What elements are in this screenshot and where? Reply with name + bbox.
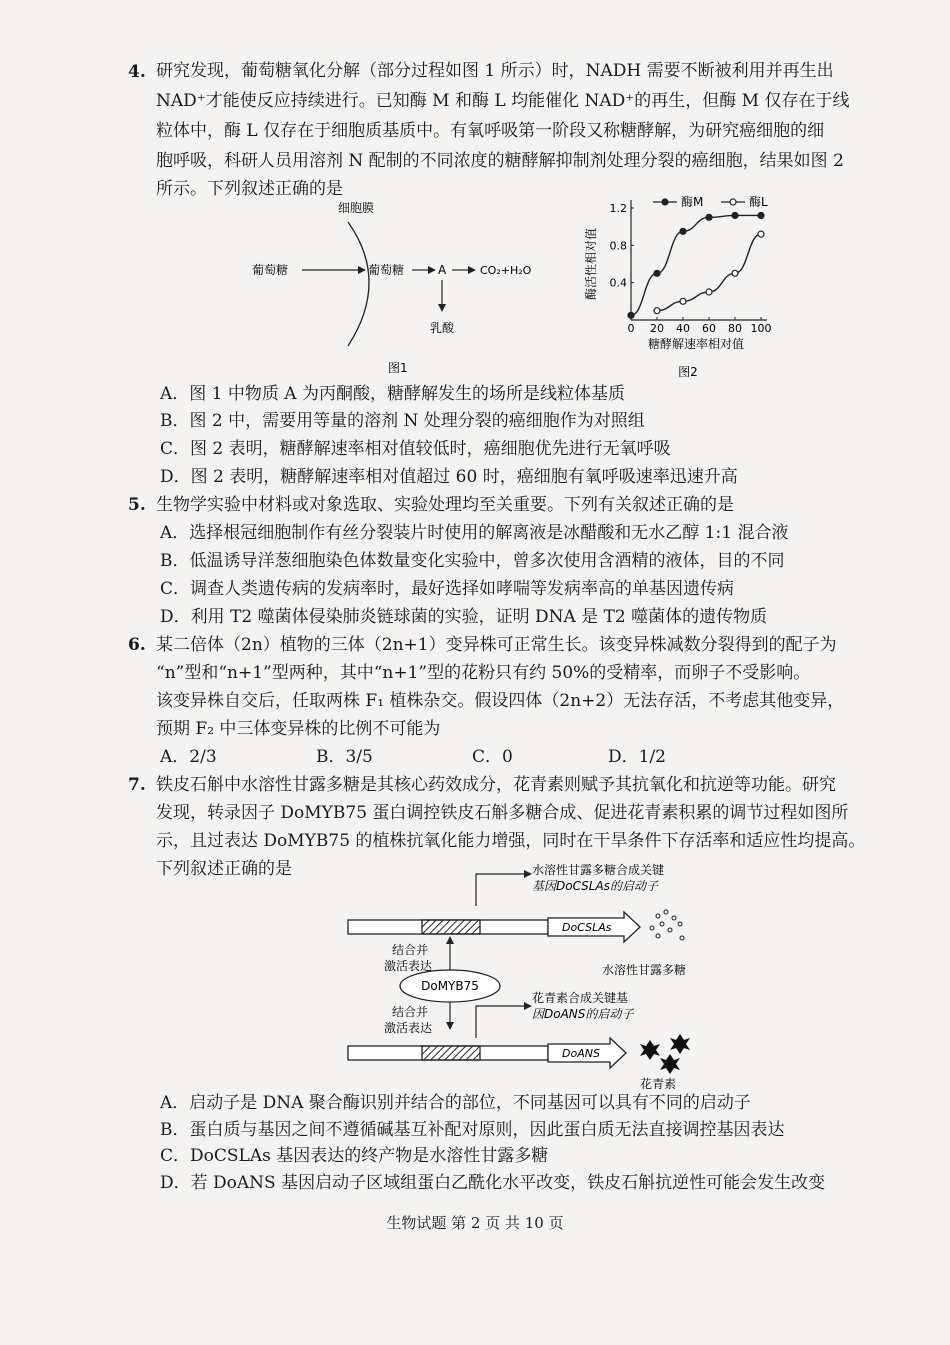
legend-marker-2 <box>730 199 736 205</box>
q4-line-4: 胞呼吸，科研人员用溶剂 N 配制的不同浓度的糖酵解抑制剂处理分裂的癌细胞，结果如图 2 <box>156 151 844 171</box>
q6-option-b: B．3/5 <box>316 747 373 767</box>
q7-line-3: 示，且过表达 DoMYB75 的植株抗氧化能力增强，同时在干旱条件下存活率和适应性均提高。 <box>156 831 866 851</box>
glucose-outside-label: 葡萄糖 <box>252 263 289 277</box>
legend-label-2: 酶L <box>749 195 768 209</box>
legend-marker-1 <box>662 199 668 205</box>
q7-regulation-diagram <box>340 860 740 1090</box>
q7-option-a: A．启动子是 DNA 聚合酶识别并结合的部位，不同基因可以具有不同的启动子 <box>160 1093 751 1113</box>
series-2-point <box>680 298 686 304</box>
page-footer: 生物试题 第 2 页 共 10 页 <box>386 1214 564 1232</box>
q4-line-5: 所示。下列叙述正确的是 <box>156 179 343 199</box>
q5-option-b: B．低温诱导洋葱细胞染色体数量变化实验中，曾多次使用含酒精的液体，目的不同 <box>160 551 785 571</box>
q5-stem: 生物学实验中材料或对象选取、实验处理均至关重要。下列有关叙述正确的是 <box>156 495 734 515</box>
question-4-number: 4. <box>128 62 146 82</box>
q4-option-c: C．图 2 表明，糖酵解速率相对值较低时，癌细胞优先进行无氧呼吸 <box>160 439 671 459</box>
legend-label-1: 酶M <box>681 195 704 209</box>
q5-option-a: A．选择根冠细胞制作有丝分裂装片时使用的解离液是冰醋酸和无水乙醇 1:1 混合液 <box>160 523 789 543</box>
lactate-label: 乳酸 <box>430 321 455 335</box>
substance-a-label: A <box>438 263 447 277</box>
series-1-point <box>732 212 738 218</box>
series-2-point <box>706 289 712 295</box>
q4-option-d: D．图 2 表明，糖酵解速率相对值超过 60 时，癌细胞有氧呼吸速率迅速升高 <box>160 467 738 487</box>
series-2-point <box>758 231 764 237</box>
q4-line-1: 研究发现，葡萄糖氧化分解（部分过程如图 1 所示）时，NADH 需要不断被利用并再生出 <box>156 61 834 81</box>
q7-line-4: 下列叙述正确的是 <box>156 859 292 879</box>
q4-option-b: B．图 2 中，需要用等量的溶剂 N 处理分裂的癌细胞作为对照组 <box>160 411 645 431</box>
promoter-2-label-line-1: 花青素合成关键基 <box>532 991 629 1005</box>
series-2-point <box>654 308 660 314</box>
q7-option-d: D．若 DoANS 基因启动子区域组蛋白乙酰化水平改变，铁皮石斛抗逆性可能会发生改变 <box>160 1173 826 1193</box>
x-tick-label: 40 <box>676 322 690 335</box>
promoter-2-pointer <box>476 1006 524 1038</box>
figure-2-caption: 图2 <box>678 365 698 379</box>
arrow-transport-head <box>358 266 366 274</box>
y-tick-label: 0.8 <box>609 239 627 253</box>
product-1-label: 水溶性甘露多糖 <box>602 963 687 977</box>
promoter-2-pointer-head <box>524 1002 532 1010</box>
arrow-to-co2-head <box>468 266 476 274</box>
y-axis-label: 酶活性相对值 <box>584 227 598 301</box>
bind-2-line-1: 结合并 <box>392 1005 429 1019</box>
bind-1-line-2: 激活表达 <box>384 959 433 973</box>
q4-line-3: 粒体中，酶 L 仅存在于细胞质基质中。有氧呼吸第一阶段又称糖酵解，为研究癌细胞的细 <box>156 121 825 141</box>
domyb75-label: DoMYB75 <box>421 979 479 993</box>
question-7-number: 7. <box>128 775 146 795</box>
q6-line-3: 该变异株自交后，任取两株 F₁ 植株杂交。假设四体（2n+2）无法存活，不考虑其他变异， <box>156 691 845 711</box>
q4-line-2: NAD⁺才能使反应持续进行。已知酶 M 和酶 L 均能催化 NAD⁺的再生，但酶 M 仅存在于线 <box>156 91 850 111</box>
binding-arrow-down-head <box>446 1022 454 1030</box>
q6-option-c: C．0 <box>472 747 513 767</box>
q7-option-b: B．蛋白质与基因之间不遵循碱基互补配对原则，因此蛋白质无法直接调控基因表达 <box>160 1120 785 1140</box>
co2-h2o-label: CO₂+H₂O <box>480 264 532 277</box>
cell-membrane-curve <box>348 222 369 346</box>
arrow-to-lactate-head <box>438 304 446 312</box>
q6-option-a: A．2/3 <box>160 747 217 767</box>
figure-2-chart <box>575 190 790 380</box>
q4-option-a: A．图 1 中物质 A 为丙酮酸，糖酵解发生的场所是线粒体基质 <box>160 384 625 404</box>
series-1-point <box>758 212 764 218</box>
series-1-point <box>654 270 660 276</box>
x-tick-label: 20 <box>650 322 664 335</box>
series-1-point <box>706 214 712 220</box>
gene-2-label: DoANS <box>562 1047 600 1060</box>
membrane-label: 细胞膜 <box>338 201 375 215</box>
x-axis-label: 糖酵解速率相对值 <box>647 337 745 351</box>
promoter-2-region <box>422 1046 480 1060</box>
figure-1-caption: 图1 <box>388 361 408 375</box>
q7-option-c: C．DoCSLAs 基因表达的终产物是水溶性甘露多糖 <box>160 1146 549 1166</box>
q5-option-c: C．调查人类遗传病的发病率时，最好选择如哮喘等发病率高的单基因遗传病 <box>160 579 735 599</box>
promoter-1-pointer <box>476 874 524 906</box>
binding-arrow-up-head <box>446 936 454 944</box>
figure-1-diagram <box>240 196 570 376</box>
series-line-1 <box>631 215 761 315</box>
gene-1-label: DoCSLAs <box>562 921 612 934</box>
polysaccharide-dots <box>650 910 684 940</box>
series-1-point <box>680 228 686 234</box>
question-5-number: 5. <box>128 495 146 515</box>
promoter-2-label-line-2: 因DoANS的启动子 <box>532 1007 634 1021</box>
question-6-number: 6. <box>128 635 146 655</box>
x-tick-label: 100 <box>750 322 772 335</box>
series-2-point <box>732 270 738 276</box>
glucose-inside-label: 葡萄糖 <box>368 263 405 277</box>
bind-1-line-1: 结合并 <box>392 943 429 957</box>
q5-option-d: D．利用 T2 噬菌体侵染肺炎链球菌的实验，证明 DNA 是 T2 噬菌体的遗传物质 <box>160 607 768 627</box>
bind-2-line-2: 激活表达 <box>384 1021 433 1035</box>
promoter-1-label-line-1: 水溶性甘露多糖合成关键 <box>532 863 665 877</box>
anthocyanin-blobs <box>640 1034 690 1074</box>
promoter-1-label-line-2: 基因DoCSLAs的启动子 <box>532 879 658 893</box>
product-2-label: 花青素 <box>640 1077 677 1090</box>
q6-line-1: 某二倍体（2n）植物的三体（2n+1）变异株可正常生长。该变异株减数分裂得到的配子为 <box>156 635 837 655</box>
promoter-1-pointer-head <box>524 870 532 878</box>
arrow-to-a-head <box>428 266 436 274</box>
series-1-point <box>628 312 634 318</box>
q6-option-d: D．1/2 <box>608 747 666 767</box>
q6-line-2: “n”型和“n+1”型两种，其中“n+1”型的花粉只有约 50%的受精率，而卵子不受影响。 <box>156 663 811 683</box>
y-tick-label: 1.2 <box>609 202 627 215</box>
x-tick-label: 60 <box>702 322 716 335</box>
q7-line-1: 铁皮石斛中水溶性甘露多糖是其核心药效成分，花青素则赋予其抗氧化和抗逆等功能。研究 <box>156 775 836 795</box>
promoter-1-region <box>422 920 480 934</box>
y-tick-label: 0.4 <box>609 276 627 290</box>
x-tick-label: 0 <box>627 322 635 335</box>
x-tick-label: 80 <box>728 322 742 335</box>
q6-line-4: 预期 F₂ 中三体变异株的比例不可能为 <box>156 719 441 739</box>
q7-line-2: 发现，转录因子 DoMYB75 蛋白调控铁皮石斛多糖合成、促进花青素积累的调节过程如图所 <box>156 803 849 823</box>
